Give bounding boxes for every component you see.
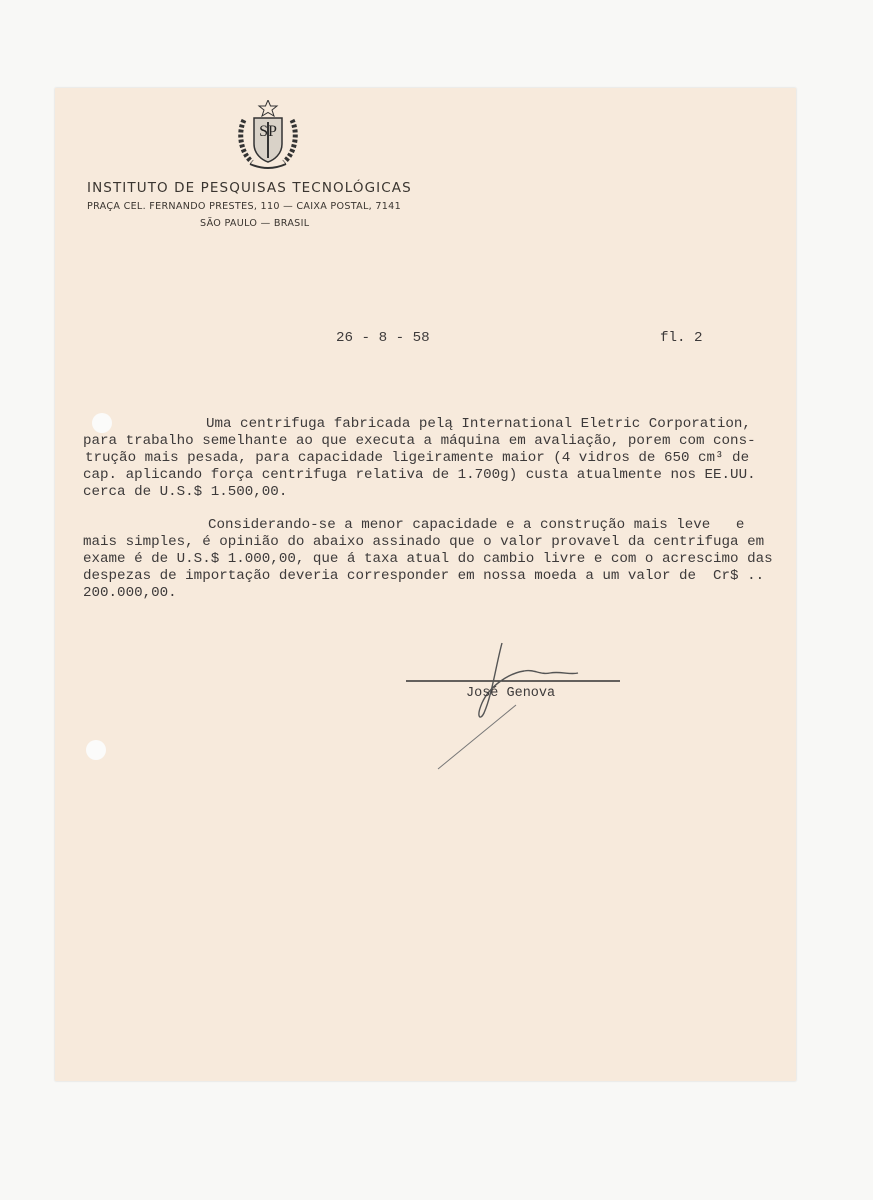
- punch-hole: [92, 413, 112, 433]
- text-line: Considerando-se a menor capacidade e a construção mais leve e: [208, 517, 745, 533]
- punch-hole: [86, 740, 106, 760]
- handwritten-signature: [400, 635, 640, 775]
- text-line: para trabalho semelhante ao que executa a máquina em avaliação, porem com cons-: [83, 433, 756, 449]
- text-line: trução mais pesada, para capacidade ligeiramente maior (4 vidros de 650 cm³ de: [85, 450, 750, 466]
- text-line: mais simples, é opinião do abaixo assinado que o valor provavel da centrifuga em: [83, 534, 765, 550]
- text-line: cap. aplicando força centrifuga relativa de 1.700g) custa atualmente nos EE.UU.: [83, 467, 756, 483]
- letter-date: 26 - 8 - 58: [336, 330, 430, 346]
- page-number: fl. 2: [660, 330, 703, 346]
- text-line: Uma centrifuga fabricada pelą International Eletric Corporation,: [206, 416, 751, 432]
- text-line: cerca de U.S.$ 1.500,00.: [83, 484, 288, 500]
- svg-text:SP: SP: [259, 123, 277, 140]
- text-line: exame é de U.S.$ 1.000,00, que á taxa atual do cambio livre e com o acrescimo das: [83, 551, 773, 567]
- institution-name: INSTITUTO DE PESQUISAS TECNOLÓGICAS: [87, 180, 412, 196]
- text-line: despezas de importação deveria corresponder em nossa moeda a um valor de Cr$ ..: [83, 568, 765, 584]
- institution-address: PRAÇA CEL. FERNANDO PRESTES, 110 — CAIXA POSTAL, 7141: [87, 201, 401, 212]
- signatory-name: José Genova: [466, 686, 556, 701]
- institution-city: SÃO PAULO — BRASIL: [200, 218, 310, 229]
- sao-paulo-coat-of-arms-logo: [236, 100, 300, 172]
- text-line: 200.000,00.: [83, 585, 177, 601]
